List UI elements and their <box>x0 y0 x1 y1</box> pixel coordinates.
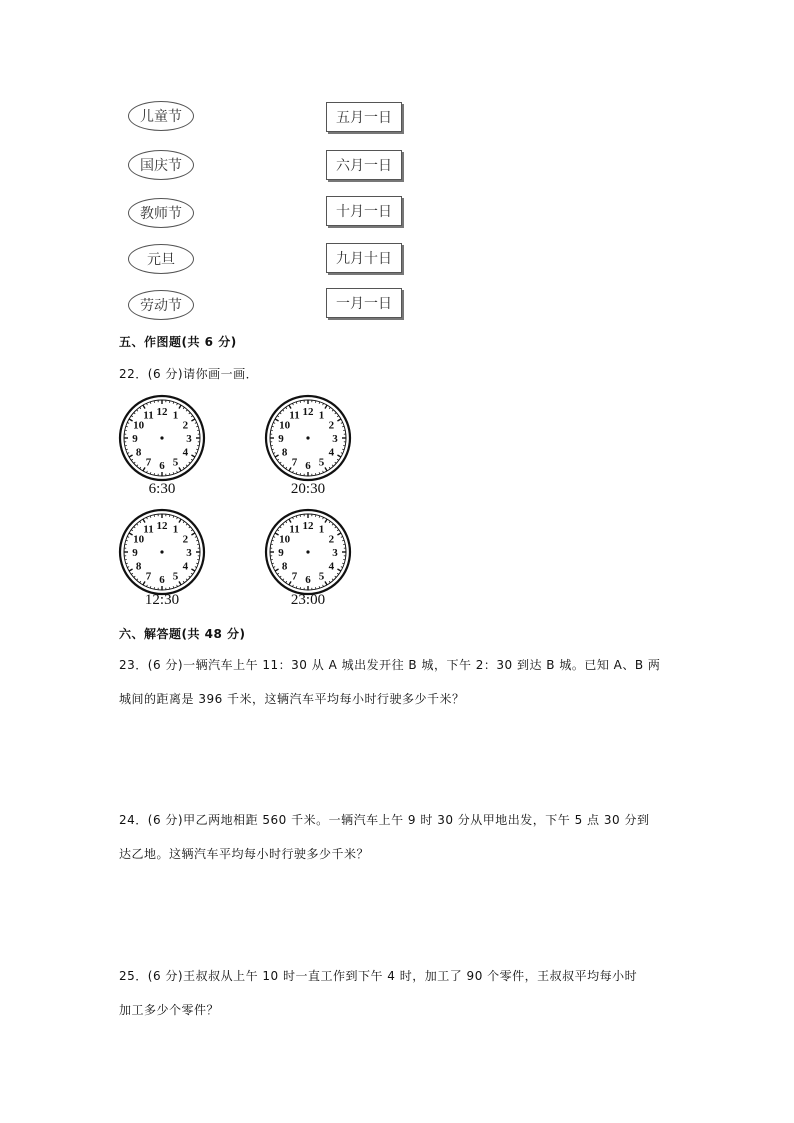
clock-tick <box>183 407 184 409</box>
clock-tick <box>335 527 336 528</box>
clock-tick <box>191 455 194 457</box>
clock-tick <box>127 453 129 454</box>
clock-tick <box>177 403 178 405</box>
clock-tick <box>195 423 197 424</box>
clock-tick <box>191 459 193 460</box>
clock-tick <box>293 471 294 473</box>
clock-number: 3 <box>186 433 192 445</box>
clock-tick <box>140 467 141 469</box>
clock-tick <box>280 527 281 528</box>
clock-tick <box>179 405 181 408</box>
question-line: 达乙地。这辆汽车平均每小时行驶多少千米？ <box>119 847 370 861</box>
clock-number: 1 <box>318 409 325 422</box>
clock-tick <box>323 517 324 519</box>
clock-tick <box>134 413 135 414</box>
clock-tick <box>177 585 178 587</box>
clock-face <box>117 507 207 597</box>
clock-tick <box>341 423 343 424</box>
clock-number: 2 <box>328 533 335 546</box>
clock-tick <box>275 569 278 571</box>
clock-tick <box>293 517 294 519</box>
clock-tick <box>273 567 275 568</box>
clock-tick <box>191 419 194 421</box>
clock-tick <box>329 581 330 583</box>
clock-number: 8 <box>135 560 142 573</box>
clock-number: 10 <box>279 419 291 432</box>
clock-tick <box>140 581 141 583</box>
clock-tick <box>273 453 275 454</box>
clock-tick <box>332 410 333 411</box>
clock-number: 1 <box>172 409 179 422</box>
clock-tick <box>280 462 281 463</box>
clock-tick <box>277 416 279 417</box>
clock-number: 1 <box>318 523 325 536</box>
clock-number: 11 <box>289 409 300 422</box>
clock-tick <box>337 419 340 421</box>
question-24 <box>119 803 679 871</box>
date-box: 九月十日 <box>326 243 402 273</box>
clock-number: 11 <box>143 409 154 422</box>
clock-tick <box>147 471 148 473</box>
clock-number: 8 <box>281 446 288 459</box>
clock-tick <box>325 581 327 584</box>
clock-number: 7 <box>145 570 152 583</box>
date-box: 五月一日 <box>326 102 402 132</box>
clock-tick <box>179 519 181 522</box>
clock-tick <box>341 453 343 454</box>
clock-tick <box>183 467 184 469</box>
clock <box>263 393 353 483</box>
clock-tick <box>143 581 145 584</box>
clock-number: 3 <box>332 433 338 445</box>
clock-tick <box>179 467 181 470</box>
clock-tick <box>143 467 145 470</box>
clock-tick <box>283 524 284 525</box>
clock-number: 4 <box>182 446 189 459</box>
clock-tick <box>337 573 339 574</box>
question-line: 25．(6 分)王叔叔从上午 10 时一直工作到下午 4 时，加工了 90 个零件，王叔叔平均每小时 <box>119 969 638 983</box>
clock-tick <box>329 467 330 469</box>
clock-number: 6 <box>159 574 165 586</box>
clock-tick <box>277 459 279 460</box>
clock-tick <box>183 581 184 583</box>
clock-tick <box>129 569 132 571</box>
clock-tick <box>147 517 148 519</box>
clock-tick <box>323 471 324 473</box>
clock-tick <box>289 581 291 584</box>
clock-tick <box>335 413 336 414</box>
clock-tick <box>335 462 336 463</box>
clock-tick <box>147 403 148 405</box>
clock-tick <box>277 573 279 574</box>
clock-time-label: 6:30 <box>148 481 176 497</box>
clock-number: 9 <box>278 547 284 559</box>
clock-number: 6 <box>159 460 165 472</box>
festival-oval: 儿童节 <box>128 101 194 131</box>
clock-number: 11 <box>289 523 300 536</box>
clock-tick <box>280 576 281 577</box>
question-line: 24．(6 分)甲乙两地相距 560 千米。一辆汽车上午 9 时 30 分从甲地出发，下午 5 点 30 分到 <box>119 813 650 827</box>
clock-tick <box>337 459 339 460</box>
clock-tick <box>332 465 333 466</box>
clock-tick <box>137 465 138 466</box>
clock-number: 12 <box>302 520 314 532</box>
clock-tick <box>275 533 278 535</box>
clock-face <box>117 393 207 483</box>
clock-tick <box>189 462 190 463</box>
clock-tick <box>189 576 190 577</box>
clock-tick <box>286 407 287 409</box>
clock-tick <box>186 524 187 525</box>
clock-number: 12 <box>302 406 314 418</box>
clock-time-label: 12:30 <box>144 592 180 608</box>
clock-tick <box>325 405 327 408</box>
festival-oval: 元旦 <box>128 244 194 274</box>
clock-number: 3 <box>332 547 338 559</box>
question-line: 23．(6 分)一辆汽车上午 11：30 从 A 城出发开往 B 城，下午 2：30 到达 B 城。已知 A、B 两 <box>119 658 661 672</box>
clock-tick <box>273 423 275 424</box>
section-heading: 六、解答题(共 48 分) <box>119 627 246 641</box>
clock-number: 7 <box>291 570 298 583</box>
clock-tick <box>127 567 129 568</box>
clock-number: 12 <box>156 406 168 418</box>
clock-tick <box>341 567 343 568</box>
clock-tick <box>140 521 141 523</box>
clock-tick <box>186 410 187 411</box>
clock-tick <box>129 455 132 457</box>
clock-tick <box>191 569 194 571</box>
clock-tick <box>275 419 278 421</box>
clock-tick <box>283 410 284 411</box>
clock-number: 10 <box>133 419 145 432</box>
clock-tick <box>286 581 287 583</box>
clock-tick <box>191 416 193 417</box>
clock-tick <box>325 467 327 470</box>
clock-tick <box>189 413 190 414</box>
clock-tick <box>183 521 184 523</box>
clock-tick <box>134 527 135 528</box>
clock-tick <box>332 579 333 580</box>
clock <box>263 507 353 597</box>
clock-tick <box>191 530 193 531</box>
clock-tick <box>191 533 194 535</box>
question-line: 城间的距离是 396 千米，这辆汽车平均每小时行驶多少千米？ <box>119 692 465 706</box>
clock-tick <box>332 524 333 525</box>
clock-number: 4 <box>328 446 335 459</box>
clock-tick <box>275 455 278 457</box>
clock-tick <box>195 537 197 538</box>
clock-number: 4 <box>182 560 189 573</box>
question-line: 加工多少个零件？ <box>119 1003 220 1017</box>
clock-number: 5 <box>318 456 325 469</box>
clock-tick <box>283 465 284 466</box>
clock-tick <box>127 423 129 424</box>
clock-tick <box>129 419 132 421</box>
clock-tick <box>186 579 187 580</box>
clock <box>117 507 207 597</box>
clock-number: 6 <box>305 574 311 586</box>
clock-tick <box>286 521 287 523</box>
section-heading: 五、作图题(共 6 分) <box>119 335 237 349</box>
date-box: 六月一日 <box>326 150 402 180</box>
clock-time-label: 23:00 <box>290 592 326 608</box>
clock-center-dot <box>306 436 309 439</box>
clock-number: 2 <box>182 533 189 546</box>
clock-tick <box>131 459 133 460</box>
clock-number: 1 <box>172 523 179 536</box>
clock-number: 5 <box>172 570 179 583</box>
clock-tick <box>273 537 275 538</box>
clock <box>117 393 207 483</box>
clock-tick <box>195 453 197 454</box>
clock-face <box>263 507 353 597</box>
clock-tick <box>337 416 339 417</box>
festival-oval: 国庆节 <box>128 150 194 180</box>
clock-number: 7 <box>145 456 152 469</box>
clock-tick <box>143 519 145 522</box>
clock-tick <box>280 413 281 414</box>
clock-tick <box>293 403 294 405</box>
question-23 <box>119 648 679 716</box>
clock-tick <box>323 585 324 587</box>
date-box: 一月一日 <box>326 288 402 318</box>
clock-tick <box>337 569 340 571</box>
clock-tick <box>143 405 145 408</box>
clock-tick <box>289 519 291 522</box>
clock-number: 7 <box>291 456 298 469</box>
clock-tick <box>277 530 279 531</box>
clock-tick <box>189 527 190 528</box>
clock-tick <box>177 517 178 519</box>
clock-tick <box>129 533 132 535</box>
clock-number: 10 <box>133 533 145 546</box>
clock-number: 11 <box>143 523 154 536</box>
clock-tick <box>293 585 294 587</box>
date-box: 十月一日 <box>326 196 402 226</box>
clock-tick <box>286 467 287 469</box>
clock-tick <box>140 407 141 409</box>
clock-tick <box>283 579 284 580</box>
clock-tick <box>131 530 133 531</box>
clock-tick <box>127 537 129 538</box>
clock-time-label: 20:30 <box>290 481 326 497</box>
clock-tick <box>137 579 138 580</box>
clock-number: 10 <box>279 533 291 546</box>
clock-tick <box>335 576 336 577</box>
clock-center-dot <box>160 550 163 553</box>
clock-tick <box>337 455 340 457</box>
clock-number: 3 <box>186 547 192 559</box>
clock-tick <box>323 403 324 405</box>
clock-tick <box>134 462 135 463</box>
clock-tick <box>147 585 148 587</box>
clock-tick <box>134 576 135 577</box>
clock-number: 4 <box>328 560 335 573</box>
clock-tick <box>186 465 187 466</box>
clock-tick <box>329 521 330 523</box>
clock-number: 8 <box>135 446 142 459</box>
clock-tick <box>195 567 197 568</box>
question-25 <box>119 959 679 1027</box>
clock-number: 5 <box>172 456 179 469</box>
clock-tick <box>177 471 178 473</box>
clock-number: 6 <box>305 460 311 472</box>
clock-tick <box>131 573 133 574</box>
clock-number: 2 <box>182 419 189 432</box>
clock-tick <box>329 407 330 409</box>
clock-tick <box>337 530 339 531</box>
clock-number: 9 <box>132 433 138 445</box>
clock-tick <box>137 524 138 525</box>
clock-tick <box>179 581 181 584</box>
clock-tick <box>289 405 291 408</box>
clock-number: 5 <box>318 570 325 583</box>
clock-center-dot <box>306 550 309 553</box>
festival-oval: 教师节 <box>128 198 194 228</box>
clock-tick <box>137 410 138 411</box>
clock-tick <box>337 533 340 535</box>
clock-number: 8 <box>281 560 288 573</box>
question-22: 22．(6 分)请你画一画． <box>119 367 259 381</box>
festival-oval: 劳动节 <box>128 290 194 320</box>
clock-center-dot <box>160 436 163 439</box>
clock-face <box>263 393 353 483</box>
clock-number: 12 <box>156 520 168 532</box>
clock-number: 9 <box>278 433 284 445</box>
clock-number: 2 <box>328 419 335 432</box>
clock-tick <box>341 537 343 538</box>
clock-tick <box>131 416 133 417</box>
clock-tick <box>191 573 193 574</box>
clock-tick <box>289 467 291 470</box>
clock-number: 9 <box>132 547 138 559</box>
clock-tick <box>325 519 327 522</box>
